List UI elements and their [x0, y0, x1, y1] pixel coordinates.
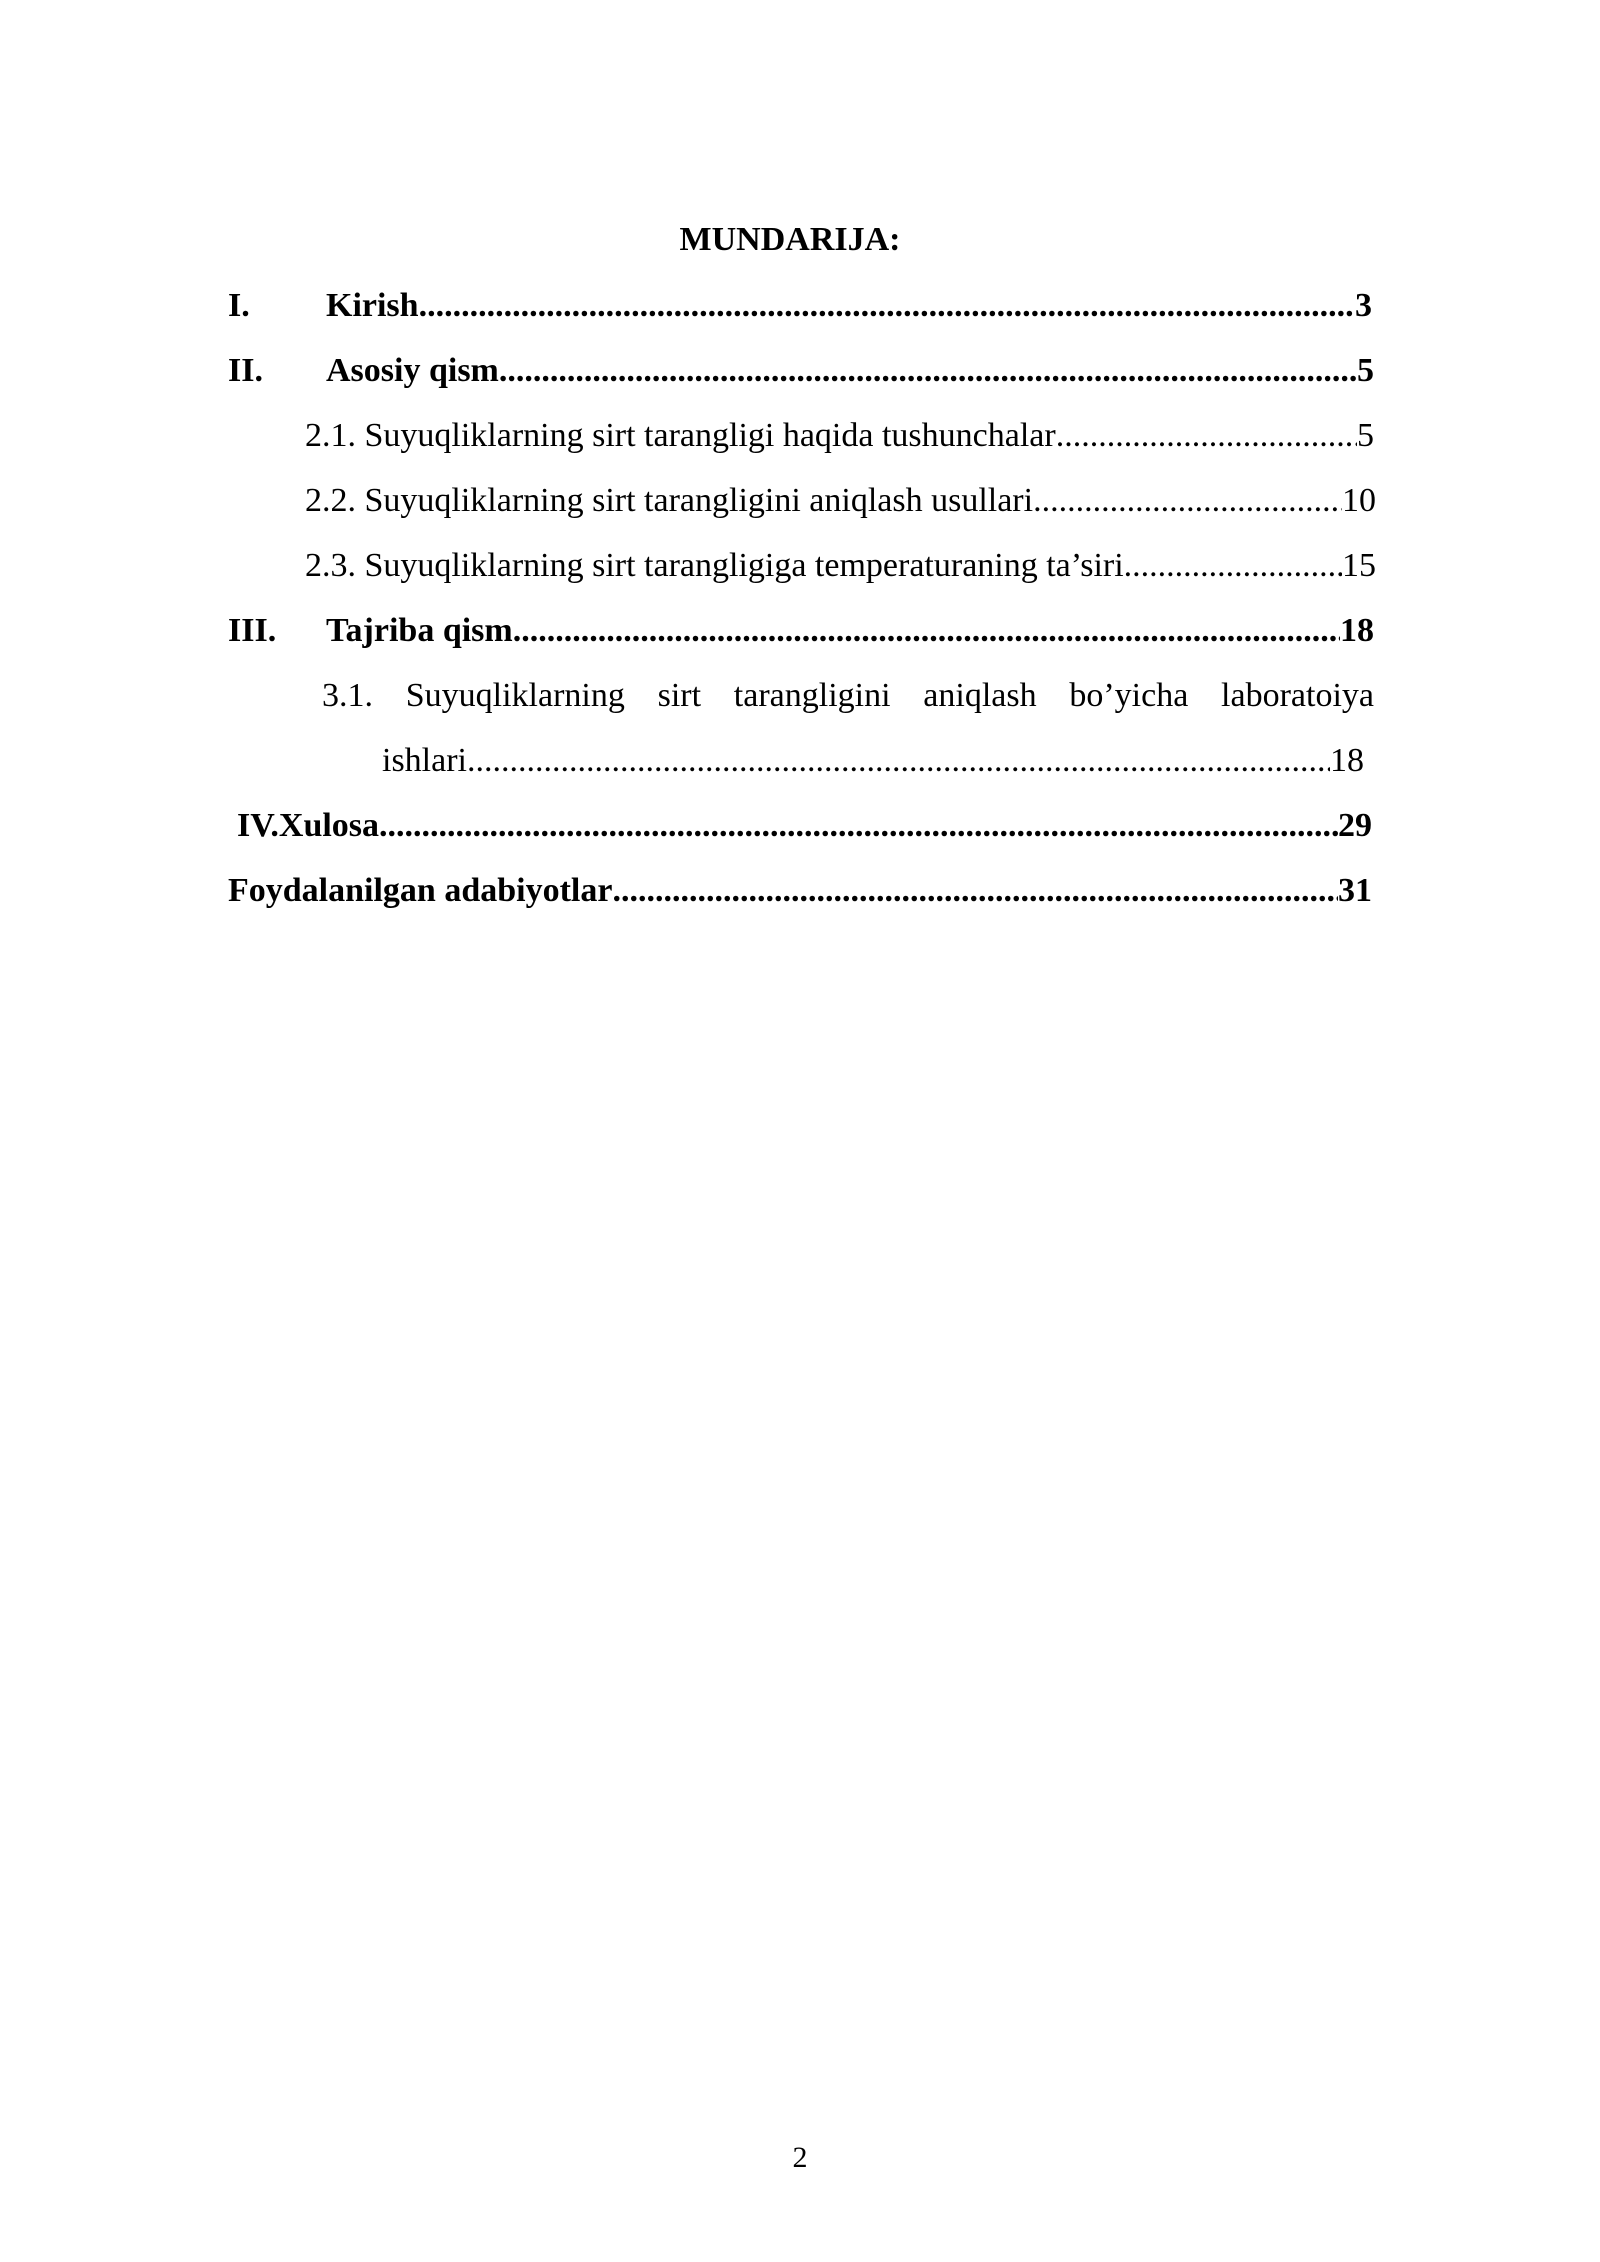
- toc-entry-page: 15: [1342, 547, 1376, 584]
- toc-entry-number: II.: [228, 352, 263, 389]
- toc-entry-asosiy-qism: [228, 351, 1374, 391]
- toc-leader-dots: [379, 806, 1338, 846]
- toc-leader-dots: [467, 741, 1330, 781]
- toc-leader-dots: [1124, 546, 1342, 586]
- toc-entry-page: 31: [1338, 872, 1372, 909]
- toc-entry-label: 2.3. Suyuqliklarning sirt tarangligiga temperaturaning ta’siri: [305, 547, 1124, 584]
- toc-entry-page: 3: [1355, 287, 1372, 324]
- toc-entry-adabiyotlar: [228, 871, 1372, 911]
- page-number: 2: [792, 2141, 808, 2174]
- toc-entry-label: ishlari: [382, 742, 467, 779]
- toc-entry-label: 2.1. Suyuqliklarning sirt tarangligi haqida tushunchalar: [305, 417, 1056, 454]
- toc-title: MUNDARIJA:: [679, 221, 901, 258]
- toc-entry-page: 10: [1342, 482, 1376, 519]
- toc-entry-label: Foydalanilgan adabiyotlar: [228, 872, 613, 909]
- toc-subentry-3-1-line1: 3.1. Suyuqliklarning sirt tarangligini aniqlash bo’yicha laboratoiya: [322, 677, 1374, 714]
- toc-entry-page: 18: [1330, 742, 1364, 779]
- toc-subentry-2-1: [305, 416, 1374, 456]
- toc-leader-dots: [1056, 416, 1357, 456]
- toc-entry-label: 2.2. Suyuqliklarning sirt tarangligini aniqlash usullari: [305, 482, 1034, 519]
- toc-entry-page: 18: [1340, 612, 1374, 649]
- toc-entry-page: 29: [1338, 807, 1372, 844]
- toc-entry-number: I.: [228, 287, 250, 324]
- toc-entry-label: Asosiy qism: [326, 352, 499, 389]
- toc-entry-kirish: [228, 286, 1372, 326]
- toc-leader-dots: [499, 351, 1357, 391]
- toc-subentry-2-3: [305, 546, 1376, 586]
- toc-leader-dots: [1033, 481, 1342, 521]
- toc-entry-label: IV.Xulosa: [237, 807, 380, 844]
- toc-entry-page: 5: [1357, 417, 1374, 454]
- toc-entry-page: 5: [1357, 352, 1374, 389]
- toc-leader-dots: [419, 286, 1355, 326]
- toc-leader-dots: [513, 611, 1340, 651]
- toc-subentry-2-2: [305, 481, 1376, 521]
- toc-entry-tajriba-qism: [228, 611, 1374, 651]
- toc-leader-dots: [612, 871, 1338, 911]
- toc-entry-number: III.: [228, 612, 277, 649]
- toc-entry-label: Kirish: [326, 287, 419, 324]
- toc-entry-xulosa: [237, 806, 1372, 846]
- toc-entry-label: Tajriba qism: [326, 612, 513, 649]
- toc-subentry-3-1-line2: [382, 741, 1364, 781]
